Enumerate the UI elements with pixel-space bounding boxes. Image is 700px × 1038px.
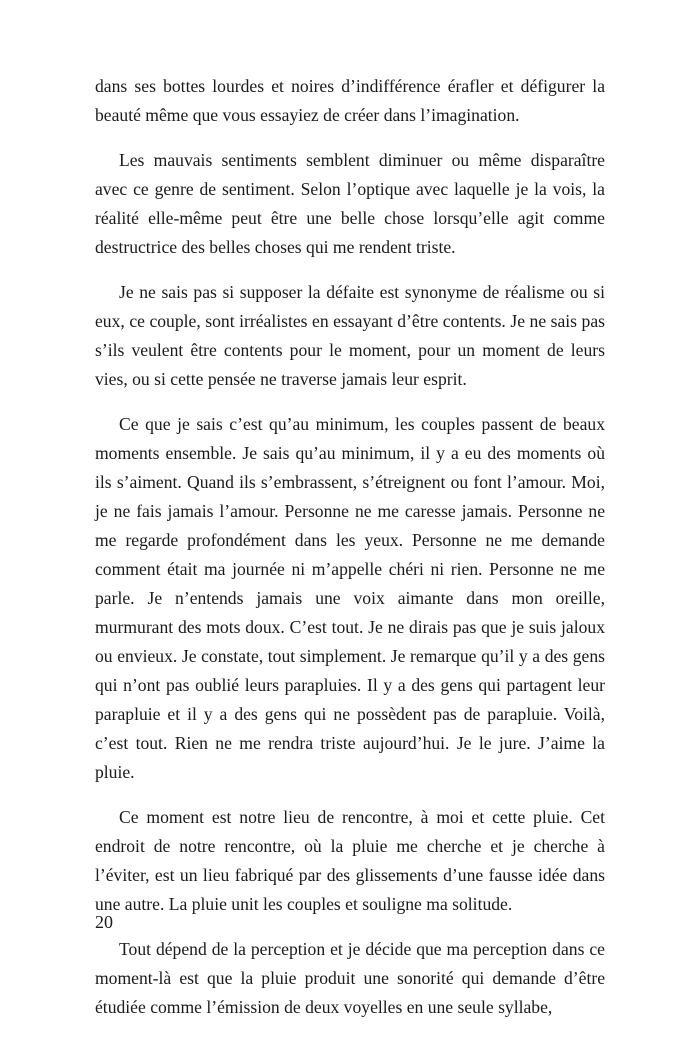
- paragraph: Ce que je sais c’est qu’au minimum, les couples passent de beaux moments ensemble. Je sais qu’au minimum, il y a eu des moments où ils s’aiment. Quand ils s’embrassent, s’étreignent ou font l’amour. Moi, je ne fais jamais l’amour. Personne ne me caresse jamais. Personne ne me regarde profondément dans les yeux. Personne ne me demande comment était ma journée ni m’appelle chéri ni rien. Personne ne me parle. Je n’entends jamais une voix aimante dans mon oreille, murmurant des mots doux. C’est tout. Je ne dirais pas que je suis jaloux ou envieux. Je constate, tout simplement. Je remarque qu’il y a des gens qui n’ont pas oublié leurs parapluies. Il y a des gens qui partagent leur parapluie et il y a des gens qui ne possèdent pas de parapluie. Voilà, c’est tout. Rien ne me rendra triste aujourd’hui. Je le jure. J’aime la pluie.: [95, 414, 605, 782]
- page-number: 20: [95, 912, 113, 932]
- paragraph: Les mauvais sentiments semblent diminuer ou même disparaître avec ce genre de sentiment. Selon l’optique avec laquelle je la vois, la réalité elle-même peut être une belle chose lorsqu’elle agit comme destructrice des belles choses qui me rendent triste.: [95, 150, 605, 257]
- body-text: [95, 72, 605, 1038]
- paragraph: Tout dépend de la perception et je décide que ma perception dans ce moment-là est que la pluie produit une sonorité qui demande d’être étudiée comme l’émission de deux voyelles en une seule syllabe,: [95, 939, 605, 1017]
- paragraph: Je ne sais pas si supposer la défaite est synonyme de réalisme ou si eux, ce couple, sont irréalistes en essayant d’être contents. Je ne sais pas s’ils veulent être contents pour le moment, pour un moment de leurs vies, ou si cette pensée ne traverse jamais leur esprit.: [95, 282, 605, 389]
- paragraph: Ce moment est notre lieu de rencontre, à moi et cette pluie. Cet endroit de notre rencontre, où la pluie me cherche et je cherche à l’éviter, est un lieu fabriqué par des glissements d’une fausse idée dans une autre. La pluie unit les couples et souligne ma solitude.: [95, 807, 605, 914]
- paragraph-continued: dans ses bottes lourdes et noires d’indifférence érafler et défigurer la beauté même que vous essayiez de créer dans l’imagination.: [95, 76, 605, 125]
